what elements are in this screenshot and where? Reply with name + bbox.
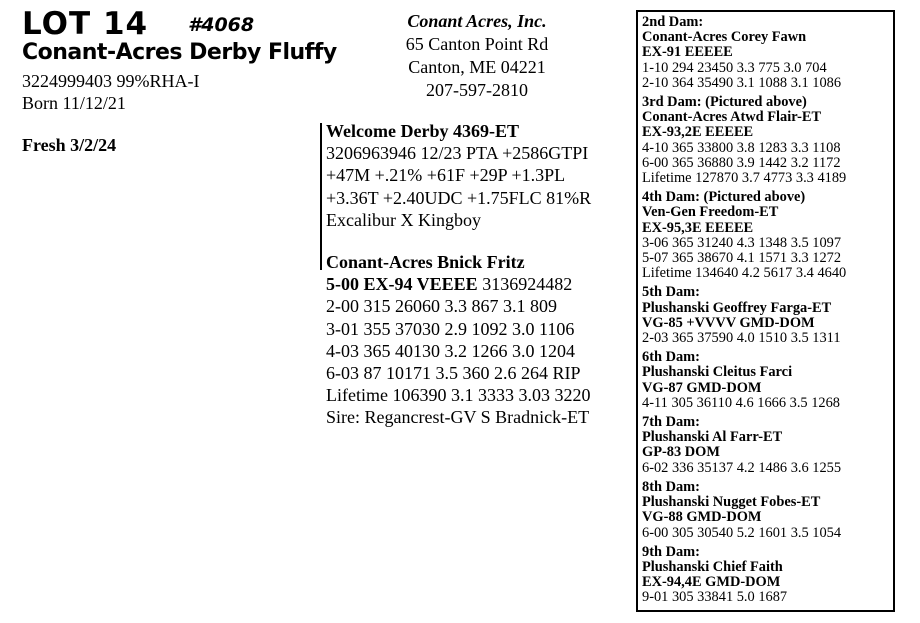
ancestor-dam-entry — [642, 480, 846, 541]
ancestor-dam-classification: VG-87 GMD-DOM — [642, 379, 762, 396]
dam-block — [326, 251, 590, 429]
ancestor-dam-name: Ven-Gen Freedom-ET — [642, 204, 779, 221]
ancestor-dam-record: 2-10 364 35490 3.1 1088 3.1 1086 — [642, 74, 842, 91]
ancestor-dam-classification: VG-88 GMD-DOM — [642, 509, 762, 526]
dam-name: Conant-Acres Bnick Fritz — [326, 252, 525, 272]
consignor-block — [392, 10, 562, 102]
sire-line-1: 3206963946 12/23 PTA +2586GTPI — [326, 143, 589, 164]
ancestor-dam-name: Conant-Acres Corey Fawn — [642, 29, 807, 46]
ancestor-dam-entry — [642, 95, 846, 186]
sire-line-4: Excalibur X Kingboy — [326, 209, 481, 230]
consignor-address-line1: 65 Canton Point Rd — [405, 34, 549, 54]
ancestor-dam-record: 6-02 336 35137 4.2 1486 3.6 1255 — [642, 459, 842, 476]
ancestor-dam-record: 6-00 365 36880 3.9 1442 3.2 1172 — [642, 154, 841, 171]
sire-line-2: +47M +.21% +61F +29P +1.3PL — [326, 165, 566, 186]
dam-sire: Sire: Regancrest-GV S Bradnick-ET — [326, 407, 590, 428]
ancestor-dam-record: Lifetime 134640 4.2 5617 3.4 4640 — [642, 265, 847, 282]
cow-registration: 3224999403 99%RHA-I — [22, 71, 200, 91]
sire-block — [326, 120, 591, 231]
dam-record: 6-03 87 10171 3.5 360 2.6 264 RIP — [326, 362, 581, 383]
ancestor-dam-header: 6th Dam: — [642, 349, 700, 366]
ancestor-dam-entry — [642, 545, 846, 606]
ancestor-dam-name: Plushanski Al Farr-ET — [642, 429, 783, 446]
ancestor-dam-header: 8th Dam: — [642, 478, 700, 495]
ancestor-dam-classification: EX-91 EEEEE — [642, 44, 733, 61]
ancestor-dam-record: 4-10 365 33800 3.8 1283 3.3 1108 — [642, 139, 841, 156]
ancestor-dam-entry — [642, 415, 846, 476]
ancestor-dam-record: 1-10 294 23450 3.3 775 3.0 704 — [642, 59, 827, 76]
consignor-name: Conant Acres, Inc. — [407, 11, 547, 31]
ancestor-dam-name: Conant-Acres Atwd Flair-ET — [642, 109, 822, 126]
ancestor-dam-record: 4-11 305 36110 4.6 1666 3.5 1268 — [642, 394, 840, 411]
consignor-phone: 207-597-2810 — [426, 80, 528, 100]
lot-title: LOT 14 — [22, 6, 149, 42]
dam-classification-line — [326, 273, 590, 295]
ancestor-dam-name: Plushanski Nugget Fobes-ET — [642, 494, 821, 511]
fresh-date: Fresh 3/2/24 — [22, 135, 117, 155]
ancestor-dam-name: Plushanski Geoffrey Farga-ET — [642, 299, 832, 316]
ancestor-dam-header: 2nd Dam: — [642, 14, 704, 30]
dam-lifetime: Lifetime 106390 3.1 3333 3.03 3220 — [326, 385, 591, 406]
ancestor-dam-classification: EX-93,2E EEEEE — [642, 124, 754, 141]
cow-name: Conant-Acres Derby Fluffy — [22, 40, 337, 65]
ancestor-dam-classification: EX-95,3E EEEEE — [642, 219, 754, 236]
dam-record: 2-00 315 26060 3.3 867 3.1 809 — [326, 296, 557, 317]
ancestor-dam-record: 5-07 365 38670 4.1 1571 3.3 1272 — [642, 250, 842, 267]
ancestor-dam-name: Plushanski Chief Faith — [642, 558, 783, 575]
ancestor-dam-header: 7th Dam: — [642, 414, 700, 431]
dam-registration: 3136924482 — [477, 274, 573, 295]
ancestor-dam-entry — [642, 15, 846, 91]
ancestor-dam-record: 2-03 365 37590 4.0 1510 3.5 1311 — [642, 330, 841, 347]
ancestor-dam-header: 4th Dam: (Pictured above) — [642, 189, 806, 206]
dam-classification: 5-00 EX-94 VEEEE — [326, 274, 478, 295]
ancestor-dam-entry — [642, 285, 846, 346]
ancestor-dam-classification: VG-85 +VVVV GMD-DOM — [642, 314, 815, 331]
ancestor-dam-header: 9th Dam: — [642, 543, 700, 560]
dam-record: 3-01 355 37030 2.9 1092 3.0 1106 — [326, 318, 575, 339]
ancestor-dam-header: 3rd Dam: (Pictured above) — [642, 94, 807, 111]
ancestor-dam-record: 6-00 305 30540 5.2 1601 3.5 1054 — [642, 524, 842, 541]
ancestor-dam-classification: GP-83 DOM — [642, 444, 720, 461]
ancestor-dam-entry — [642, 350, 846, 411]
cow-birth-date: Born 11/12/21 — [22, 93, 126, 113]
ancestor-dam-name: Plushanski Cleitus Farci — [642, 364, 793, 381]
pedigree-divider — [320, 123, 322, 270]
consignor-address-line2: Canton, ME 04221 — [408, 57, 546, 77]
ancestor-dam-classification: EX-94,4E GMD-DOM — [642, 574, 781, 591]
sire-line-3: +3.36T +2.40UDC +1.75FLC 81%R — [326, 187, 592, 208]
sire-name: Welcome Derby 4369-ET — [326, 121, 519, 141]
ancestor-dam-record: 3-06 365 31240 4.3 1348 3.5 1097 — [642, 234, 842, 251]
ancestry-list — [642, 15, 846, 610]
ancestor-dam-header: 5th Dam: — [642, 284, 700, 301]
lot-number: #4068 — [188, 14, 255, 36]
ancestor-dam-entry — [642, 190, 846, 281]
dam-record: 4-03 365 40130 3.2 1266 3.0 1204 — [326, 340, 575, 361]
ancestor-dam-record: Lifetime 127870 3.7 4773 3.3 4189 — [642, 170, 847, 187]
ancestor-dam-record: 9-01 305 33841 5.0 1687 — [642, 589, 788, 606]
